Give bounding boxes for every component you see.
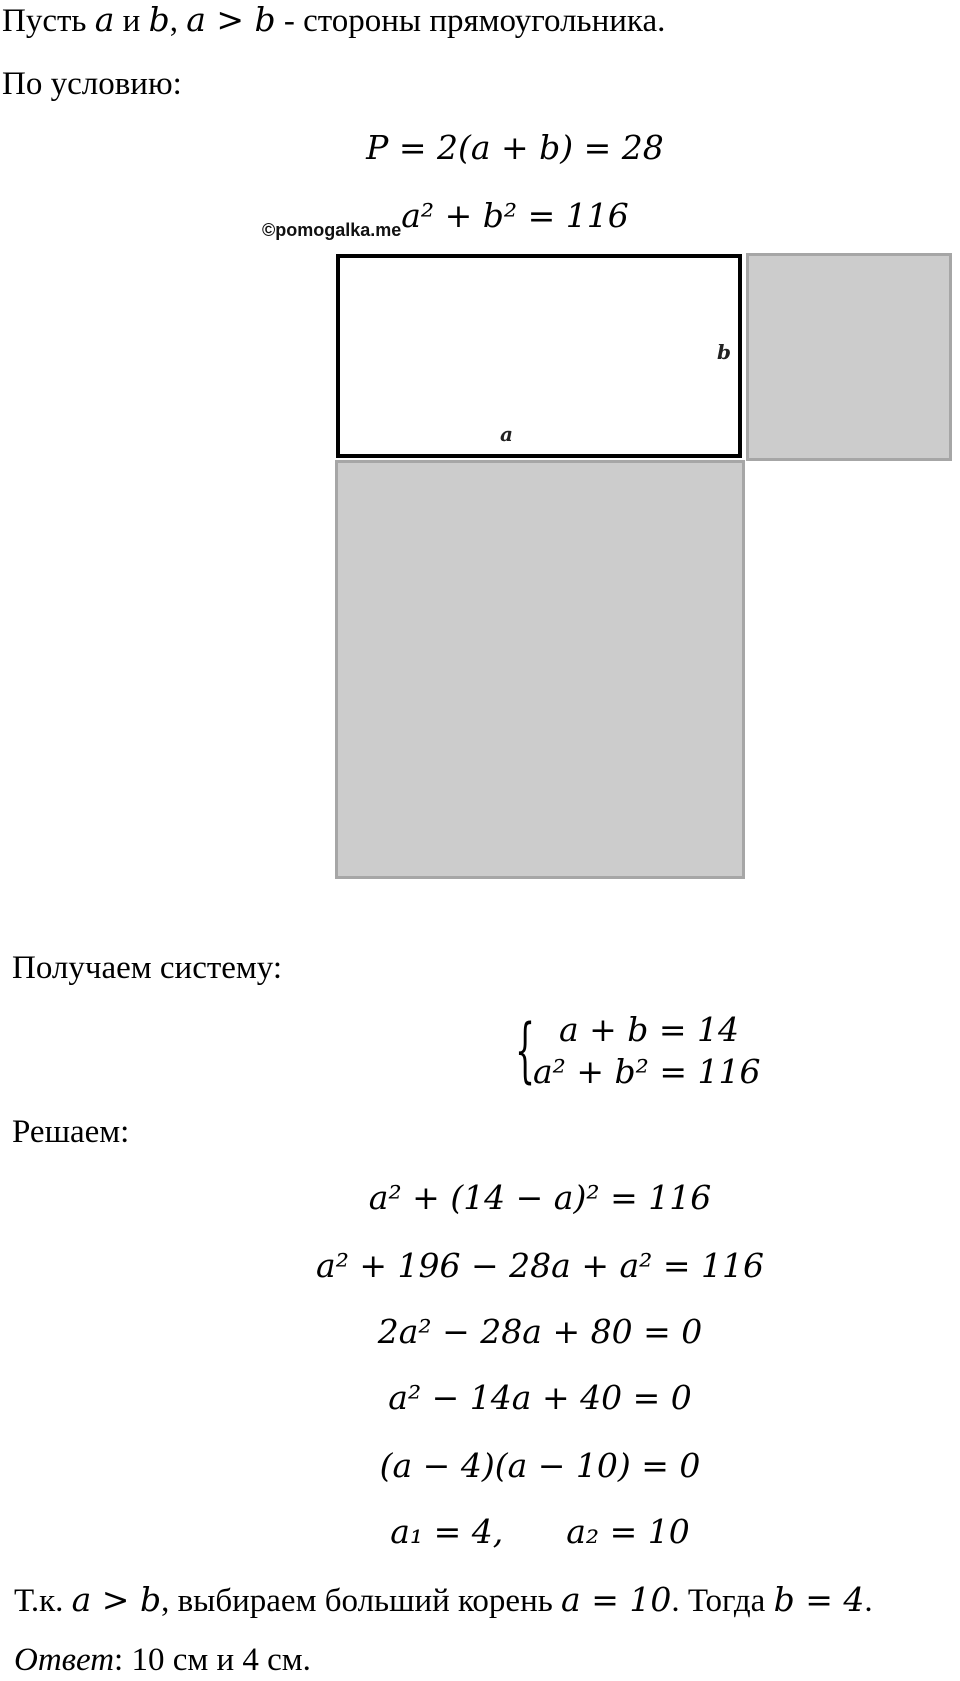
solution-roots: a₁ = 4, a₂ = 10: [390, 1512, 690, 1551]
sum-of-squares-equation: a² + b² = 116: [401, 196, 629, 235]
solution-step-2: a² + 196 − 28a + a² = 116: [316, 1246, 764, 1285]
square-on-side-a: [335, 460, 745, 879]
square-on-side-b: [746, 253, 952, 461]
intro-line: [2, 0, 665, 41]
conclusion-inequality: a > b: [71, 1580, 162, 1619]
answer-line: [14, 1640, 311, 1680]
solution-step-5: (a − 4)(a − 10) = 0: [379, 1446, 701, 1485]
var-b: b: [148, 0, 170, 39]
inequality-a-gt-b: a > b: [186, 0, 276, 39]
side-label-b: b: [717, 340, 731, 364]
system-label: Получаем систему:: [12, 950, 283, 986]
conclusion-root-a: a = 10: [561, 1580, 672, 1619]
conclusion-line: [14, 1580, 873, 1621]
rectangle-figure: [336, 254, 742, 458]
solve-label: Решаем:: [12, 1114, 130, 1150]
intro-text-post: - стороны прямоугольника.: [275, 3, 666, 39]
side-label-a: a: [500, 422, 513, 446]
watermark: ©pomogalka.me: [262, 220, 402, 240]
system-equation-2: a² + b² = 116: [533, 1052, 761, 1091]
solution-step-1: a² + (14 − a)² = 116: [368, 1178, 712, 1217]
condition-label: По условию:: [2, 66, 182, 102]
equation-system: [515, 1010, 775, 1098]
solution-step-3: 2a² − 28a + 80 = 0: [377, 1312, 703, 1351]
conclusion-text-mid: , выбираем больший корень: [161, 1583, 562, 1619]
answer-label: Ответ: [14, 1642, 115, 1678]
intro-text-pre: Пусть: [2, 3, 95, 39]
conclusion-text-end: .: [864, 1583, 873, 1619]
intro-text-and: и: [114, 3, 149, 39]
answer-text: : 10 см и 4 см.: [114, 1642, 311, 1678]
var-a: a: [94, 0, 115, 39]
conclusion-value-b: b = 4: [773, 1580, 865, 1619]
perimeter-equation: P = 2(a + b) = 28: [366, 128, 664, 167]
system-brace: {: [515, 1009, 536, 1091]
system-equation-1: a + b = 14: [559, 1010, 740, 1049]
conclusion-text-pre: Т.к.: [14, 1583, 72, 1619]
intro-text-comma: ,: [169, 3, 187, 39]
solution-step-4: a² − 14a + 40 = 0: [388, 1378, 692, 1417]
conclusion-text-then: . Тогда: [671, 1583, 774, 1619]
